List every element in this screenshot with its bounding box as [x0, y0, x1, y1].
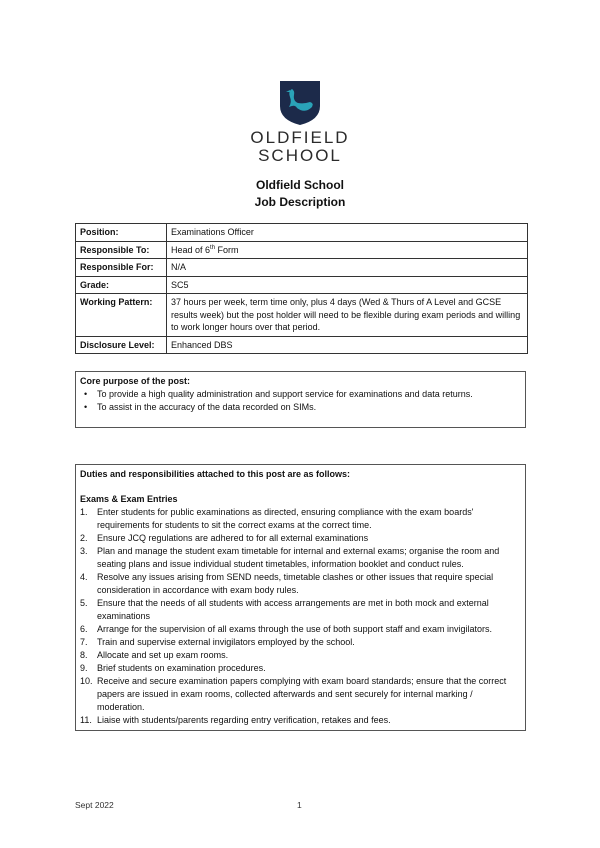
swan-crest-icon: [279, 80, 321, 126]
item-text: Allocate and set up exam rooms.: [97, 650, 229, 660]
duties-box: [75, 464, 526, 731]
job-info-table: [75, 223, 528, 354]
item-text: Ensure that the needs of all students with access arrangements are met in both mock and external examinations: [97, 598, 489, 621]
footer-date: Sept 2022: [75, 800, 114, 810]
item-number: 4.: [80, 572, 88, 582]
document-subtitle: Job Description: [254, 195, 346, 209]
working-pattern-label: Working Pattern:: [76, 294, 167, 337]
document-title: Oldfield School: [255, 178, 344, 192]
duties-list: [80, 506, 521, 727]
position-label: Position:: [76, 224, 167, 242]
item-text: Plan and manage the student exam timetable for internal and external exams; organise the room and seating plans and issue individual student timetables, information booklet and conduct rules.: [97, 546, 500, 569]
table-row: [76, 241, 528, 259]
responsible-for-label: Responsible For:: [76, 259, 167, 277]
item-text: Resolve any issues arising from SEND needs, timetable clashes or other issues that require special consideration in accordance with exam body rules.: [97, 572, 494, 595]
item-number: 8.: [80, 650, 88, 660]
table-row: [76, 336, 528, 354]
list-item: [80, 571, 521, 597]
item-number: 1.: [80, 507, 88, 517]
item-text: Arrange for the supervision of all exams through the use of both support staff and exam invigilators.: [97, 624, 493, 634]
school-name-line-1: OLDFIELD: [250, 128, 350, 147]
item-number: 6.: [80, 624, 88, 634]
item-number: 9.: [80, 663, 88, 673]
item-number: 7.: [80, 637, 88, 647]
item-number: 2.: [80, 533, 88, 543]
item-text: Ensure JCQ regulations are adhered to for all external examinations: [97, 533, 369, 543]
disclosure-level-value: Enhanced DBS: [167, 336, 528, 354]
list-item: [80, 623, 521, 636]
item-number: 10.: [80, 676, 93, 686]
school-name-line-2: SCHOOL: [258, 146, 342, 165]
responsible-to-text: Head of 6: [171, 244, 211, 255]
page-number: 1: [297, 800, 302, 810]
responsible-to-ordinal: th: [210, 244, 216, 251]
disclosure-level-label: Disclosure Level:: [76, 336, 167, 354]
item-text: Brief students on examination procedures.: [97, 663, 266, 673]
item-text: Liaise with students/parents regarding entry verification, retakes and fees.: [97, 715, 391, 725]
responsible-to-suffix: Form: [215, 244, 239, 255]
grade-value: SC5: [167, 276, 528, 294]
list-item: [80, 545, 521, 571]
list-item: [80, 597, 521, 623]
position-value: Examinations Officer: [167, 224, 528, 242]
duties-heading: Duties and responsibilities attached to this post are as follows:: [80, 469, 351, 479]
list-item: [80, 714, 521, 727]
table-row: [76, 276, 528, 294]
list-item: [80, 506, 521, 532]
core-purpose-heading: Core purpose of the post:: [80, 376, 190, 386]
item-number: 3.: [80, 546, 88, 556]
duties-subheading: Exams & Exam Entries: [80, 494, 178, 504]
item-number: 5.: [80, 598, 88, 608]
responsible-to-label: Responsible To:: [76, 241, 167, 259]
core-purpose-list: [80, 388, 521, 414]
list-item: [80, 532, 521, 545]
working-pattern-value: 37 hours per week, term time only, plus 4 days (Wed & Thurs of A Level and GCSE results week) but the post holder will need to be flexible during exam periods and willing to work longer hours over that period.: [167, 294, 528, 337]
list-item: [80, 675, 521, 714]
table-row: [76, 259, 528, 277]
list-item: • To provide a high quality administration and support service for examinations and data returns.: [80, 388, 521, 401]
item-text: Enter students for public examinations as directed, ensuring compliance with the exam boards' requirements for students to sit the correct exams at the correct time.: [97, 507, 474, 530]
core-purpose-box: [75, 371, 526, 428]
list-item: [80, 636, 521, 649]
list-item: • To assist in the accuracy of the data recorded on SIMs.: [80, 401, 521, 414]
list-item: [80, 662, 521, 675]
responsible-to-value: [167, 241, 528, 259]
item-number: 11.: [80, 715, 92, 725]
item-text: Receive and secure examination papers complying with exam board standards; ensure that the correct papers are issued in exam rooms, collected afterwards and sent securely for internal marking / moderation.: [97, 676, 507, 712]
list-item: [80, 649, 521, 662]
grade-label: Grade:: [76, 276, 167, 294]
responsible-for-value: N/A: [167, 259, 528, 277]
table-row: [76, 224, 528, 242]
item-text: Train and supervise external invigilators employed by the school.: [97, 637, 355, 647]
table-row: [76, 294, 528, 337]
